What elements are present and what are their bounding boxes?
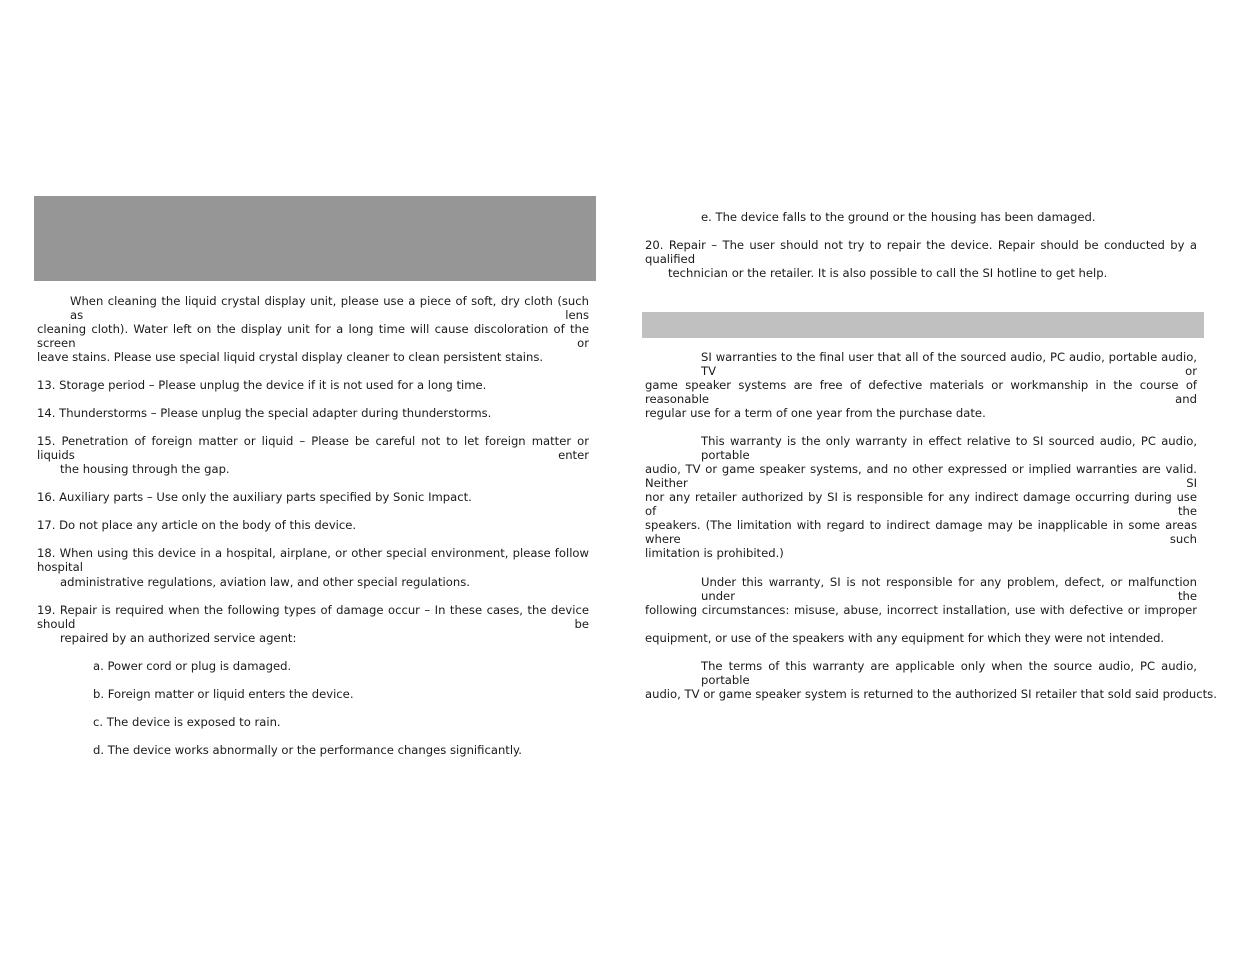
intro-line-3: leave stains. Please use special liquid crystal display cleaner to clean persistent stains. <box>37 350 544 364</box>
list-item-15-line-2: the housing through the gap. <box>60 462 230 476</box>
list-item-14: 14. Thunderstorms – Please unplug the special adapter during thunderstorms. <box>37 406 492 420</box>
intro-line-1: When cleaning the liquid crystal display unit, please use a piece of soft, dry cloth (such as lens <box>70 294 589 322</box>
sub-item-e: e. The device falls to the ground or the housing has been damaged. <box>701 210 1096 224</box>
list-item-13: 13. Storage period – Please unplug the device if it is not used for a long time. <box>37 378 487 392</box>
list-item-17: 17. Do not place any article on the body of this device. <box>37 518 357 532</box>
warranty-p2-line-3: nor any retailer authorized by SI is responsible for any indirect damage occurring during use of the <box>645 490 1197 518</box>
warranty-p1-line-2: game speaker systems are free of defective materials or workmanship in the course of reasonable and <box>645 378 1197 406</box>
warranty-p2-line-2: audio, TV or game speaker systems, and no other expressed or implied warranties are valid. Neither SI <box>645 462 1197 490</box>
section-header-banner-right <box>642 312 1204 338</box>
list-item-18-line-1: 18. When using this device in a hospital, airplane, or other special environment, please follow hospital <box>37 546 589 574</box>
sub-item-d: d. The device works abnormally or the performance changes significantly. <box>93 743 522 757</box>
list-item-18-line-2: administrative regulations, aviation law, and other special regulations. <box>60 575 470 589</box>
warranty-p2-line-4: speakers. (The limitation with regard to indirect damage may be inapplicable in some areas where such <box>645 518 1197 546</box>
list-item-16: 16. Auxiliary parts – Use only the auxiliary parts specified by Sonic Impact. <box>37 490 472 504</box>
warranty-p2-line-5: limitation is prohibited.) <box>645 546 784 560</box>
warranty-p2-line-1: This warranty is the only warranty in effect relative to SI sourced audio, PC audio, portable <box>701 434 1197 462</box>
list-item-20-line-2: technician or the retailer. It is also possible to call the SI hotline to get help. <box>668 266 1108 280</box>
sub-item-a: a. Power cord or plug is damaged. <box>93 659 292 673</box>
warranty-p1-line-3: regular use for a term of one year from the purchase date. <box>645 406 986 420</box>
list-item-15-line-1: 15. Penetration of foreign matter or liquid – Please be careful not to let foreign matter or liquids enter <box>37 434 589 462</box>
section-header-banner-left <box>34 196 596 281</box>
warranty-p3-line-3: equipment, or use of the speakers with any equipment for which they were not intended. <box>645 631 1165 645</box>
intro-line-2: cleaning cloth). Water left on the display unit for a long time will cause discoloration of the screen or <box>37 322 589 350</box>
warranty-p1-line-1: SI warranties to the final user that all of the sourced audio, PC audio, portable audio, TV or <box>701 350 1197 378</box>
warranty-p4-line-1: The terms of this warranty are applicable only when the source audio, PC audio, portable <box>701 659 1197 687</box>
warranty-p3-line-1: Under this warranty, SI is not responsible for any problem, defect, or malfunction under the <box>701 575 1197 603</box>
list-item-19-line-1: 19. Repair is required when the following types of damage occur – In these cases, the device should be <box>37 603 589 631</box>
sub-item-b: b. Foreign matter or liquid enters the device. <box>93 687 354 701</box>
list-item-19-line-2: repaired by an authorized service agent: <box>60 631 297 645</box>
warranty-p3-line-2: following circumstances: misuse, abuse, incorrect installation, use with defective or improper <box>645 603 1197 617</box>
sub-item-c: c. The device is exposed to rain. <box>93 715 281 729</box>
warranty-p4-line-2: audio, TV or game speaker system is returned to the authorized SI retailer that sold said products. <box>645 687 1217 701</box>
list-item-20-line-1: 20. Repair – The user should not try to repair the device. Repair should be conducted by a qualified <box>645 238 1197 266</box>
